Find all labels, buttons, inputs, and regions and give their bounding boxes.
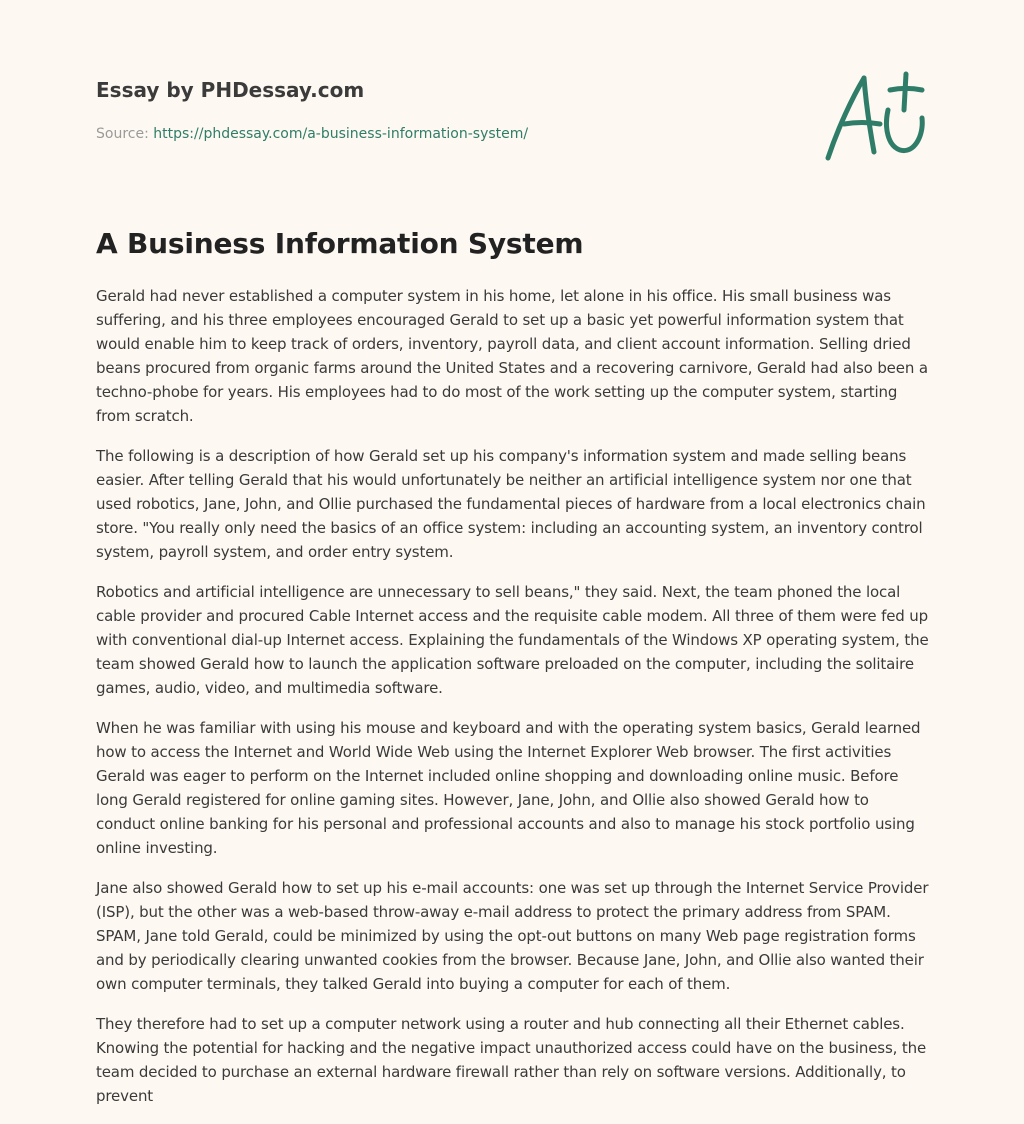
essay-title: A Business Information System (96, 227, 584, 260)
essay-paragraph: Jane also showed Gerald how to set up his e-mail accounts: one was set up through the Internet Service Provider (ISP), but the other was a web-based throw-away e-mail address to protect the primary address from SPAM. SPAM, Jane told Gerald, could be minimized by using the opt-out buttons on many Web page registration forms and by periodically clearing unwanted cookies from the browser. Because Jane, John, and Ollie also wanted their own computer terminals, they talked Gerald into buying a computer for each of them. (96, 879, 929, 993)
source-link[interactable]: https://phdessay.com/a-business-information-system/ (153, 126, 529, 142)
source-line (96, 124, 796, 144)
source-label: Source: (96, 126, 149, 142)
a-plus-icon (818, 66, 930, 166)
essay-body (96, 284, 932, 1124)
essay-paragraph: When he was familiar with using his mouse and keyboard and with the operating system basics, Gerald learned how to access the Internet and World Wide Web using the Internet Explorer Web browser. The first activities Gerald was eager to perform on the Internet included online shopping and downloading online music. Before long Gerald registered for online gaming sites. However, Jane, John, and Ollie also showed Gerald how to conduct online banking for his personal and professional accounts and also to manage his stock portfolio using online investing. (96, 719, 921, 857)
essay-paragraph: The following is a description of how Gerald set up his company's information system and made selling beans easier. After telling Gerald that his would unfortunately be neither an artificial intelligence system nor one that used robotics, Jane, John, and Ollie purchased the fundamental pieces of hardware from a local electronics chain store. "You really only need the basics of an office system: including an accounting system, an inventory control system, payroll system, and order entry system. (96, 447, 926, 561)
essay-paragraph: Robotics and artificial intelligence are unnecessary to sell beans," they said. Next, the team phoned the local cable provider and procured Cable Internet access and the requisite cable modem. All three of them were fed up with conventional dial-up Internet access. Explaining the fundamentals of the Windows XP operating system, the team showed Gerald how to launch the application software preloaded on the computer, including the solitaire games, audio, video, and multimedia software. (96, 583, 929, 697)
site-brand: Essay by PHDessay.com (96, 78, 365, 102)
essay-paragraph: They therefore had to set up a computer network using a router and hub connecting all their Ethernet cables. Knowing the potential for hacking and the negative impact unauthorized access could have on the business, the team decided to purchase an external hardware firewall rather than rely on software versions. Additionally, to prevent (96, 1015, 927, 1105)
essay-paragraph: Gerald had never established a computer system in his home, let alone in his office. His small business was suffering, and his three employees encouraged Gerald to set up a basic yet powerful information system that would enable him to keep track of orders, inventory, payroll data, and client account information. Selling dried beans procured from organic farms around the United States and a recovering carnivore, Gerald had also been a techno-phobe for years. His employees had to do most of the work setting up the computer system, starting from scratch. (96, 287, 928, 425)
essay-header (96, 76, 796, 144)
